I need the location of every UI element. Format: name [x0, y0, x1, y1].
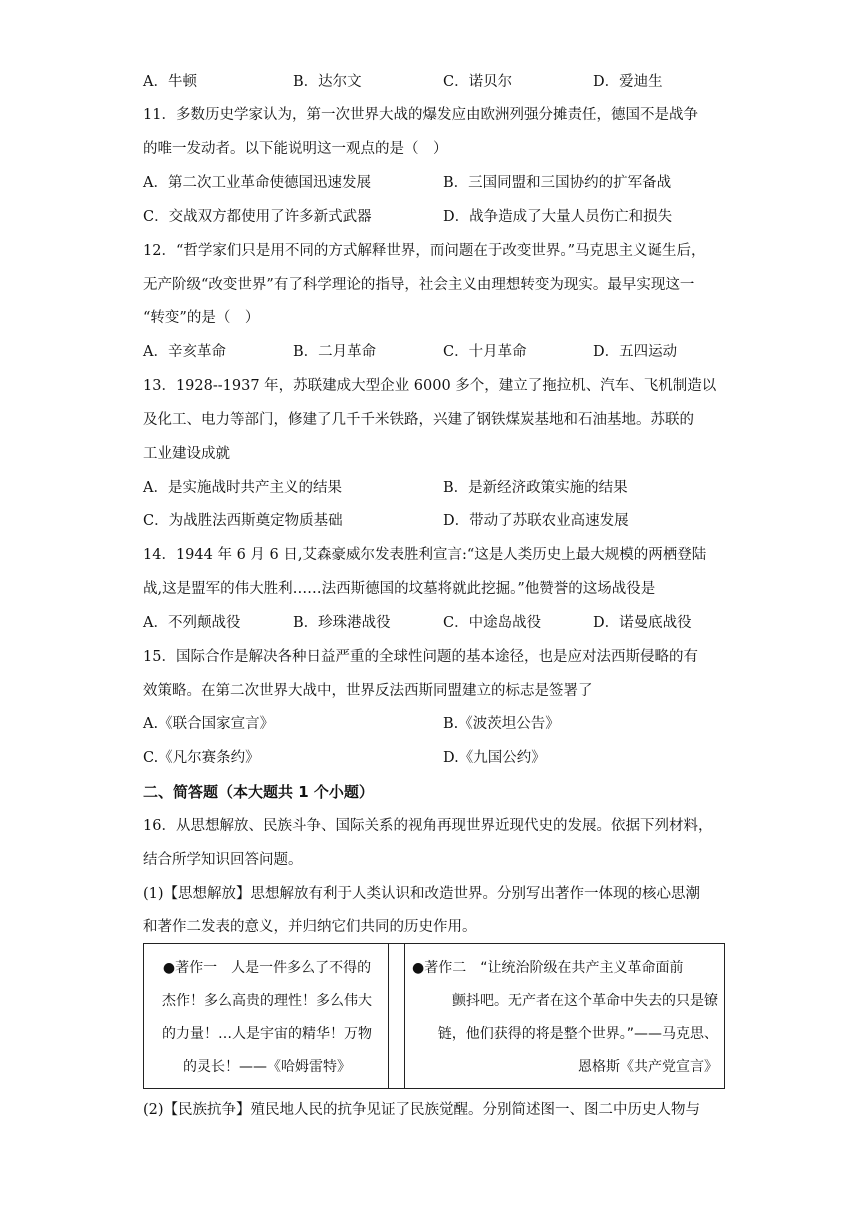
- q14-option-a: A．不列颠战役: [143, 615, 241, 631]
- q12-stem-line: 无产阶级“改变世界”有了科学理论的指导，社会主义由理想转变为现实。最早实现这一: [143, 277, 695, 293]
- q15-stem-line: 效策略。在第二次世界大战中，世界反法西斯同盟建立的标志是签署了: [143, 683, 593, 699]
- q15-stem-line: 15．国际合作是解决各种日益严重的全球性问题的基本途径，也是应对法西斯侵略的有: [143, 649, 698, 665]
- table-divider: [388, 944, 389, 1088]
- work2-line: ●著作二 “让统治阶级在共产主义革命面前: [412, 960, 684, 976]
- q16-part1-line: (1)【思想解放】思想解放有利于人类认识和改造世界。分别写出著作一体现的核心思潮: [143, 886, 701, 902]
- section-heading: 二、简答题（本大题共 1 个小题）: [143, 783, 374, 801]
- q12-option-d: D．五四运动: [593, 344, 678, 360]
- q14-stem-line: 战,这是盟军的伟大胜利……法西斯德国的坟墓将就此挖掘。”他赞誉的这场战役是: [143, 581, 656, 597]
- q15-option-b: B.《波茨坦公告》: [443, 716, 560, 732]
- q14-option-c: C．中途岛战役: [443, 615, 542, 631]
- q16-stem-line: 结合所学知识回答问题。: [143, 852, 303, 868]
- q11-option-b: B．三国同盟和三国协约的扩军备战: [443, 175, 672, 191]
- q16-stem-line: 16．从思想解放、民族斗争、国际关系的视角再现世界近现代史的发展。依据下列材料，: [143, 818, 713, 834]
- q10-option-a: A．牛顿: [143, 74, 197, 90]
- work2-quote: [412, 952, 718, 1084]
- q12-stem-line: “转变”的是（ ）: [143, 310, 260, 326]
- q16-part2-line: (2)【民族抗争】殖民地人民的抗争见证了民族觉醒。分别简述图一、图二中历史人物与: [143, 1102, 701, 1118]
- q13-stem-line: 工业建设成就: [143, 446, 230, 462]
- work1-quote: [152, 952, 382, 1084]
- q12-option-b: B．二月革命: [293, 344, 377, 360]
- q12-option-a: A．辛亥革命: [143, 344, 226, 360]
- q11-option-d: D．战争造成了大量人员伤亡和损失: [443, 209, 673, 225]
- q10-option-c: C．诺贝尔: [443, 74, 513, 90]
- work1-line: ●著作一 人是一件多么了不得的: [162, 960, 372, 976]
- q10-option-b: B．达尔文: [293, 74, 362, 90]
- q13-stem-line: 13．1928--1937 年，苏联建成大型企业 6000 多个，建立了拖拉机、汽车、飞机制造以: [143, 378, 717, 394]
- q15-option-c: C.《凡尔赛条约》: [143, 750, 260, 766]
- q13-option-b: B．是新经济政策实施的结果: [443, 480, 628, 496]
- q12-option-c: C．十月革命: [443, 344, 527, 360]
- q11-option-c: C．交战双方都使用了许多新式武器: [143, 209, 372, 225]
- q11-option-a: A．第二次工业革命使德国迅速发展: [143, 175, 371, 191]
- work2-line: 颤抖吧。无产者在这个革命中失去的只是镣: [452, 993, 718, 1009]
- work1-line: 的力量！…人是宇宙的精华！万物: [162, 1026, 372, 1042]
- q14-stem-line: 14．1944 年 6 月 6 日,艾森豪威尔发表胜利宣言:“这是人类历史上最大规模的两栖登陆: [143, 547, 707, 563]
- material-table: [143, 943, 725, 1089]
- table-divider: [404, 944, 405, 1088]
- work2-line: 恩格斯《共产党宣言》: [578, 1059, 718, 1075]
- q13-option-c: C．为战胜法西斯奠定物质基础: [143, 513, 343, 529]
- q12-stem-line: 12．“哲学家们只是用不同的方式解释世界，而问题在于改变世界。”马克思主义诞生后，: [143, 243, 706, 259]
- q10-option-d: D．爱迪生: [593, 74, 663, 90]
- q11-stem-line: 的唯一发动者。以下能说明这一观点的是（ ）: [143, 141, 448, 157]
- work1-line: 杰作！多么高贵的理性！多么伟大: [162, 993, 372, 1009]
- work2-line: 链，他们获得的将是整个世界。”——马克思、: [437, 1026, 718, 1042]
- q13-option-d: D．带动了苏联农业高速发展: [443, 513, 629, 529]
- q16-part1-line: 和著作二发表的意义，并归纳它们共同的历史作用。: [143, 919, 477, 935]
- q13-option-a: A．是实施战时共产主义的结果: [143, 480, 342, 496]
- q15-option-d: D.《九国公约》: [443, 750, 546, 766]
- q11-stem-line: 11．多数历史学家认为，第一次世界大战的爆发应由欧洲列强分摊责任，德国不是战争: [143, 107, 698, 123]
- q13-stem-line: 及化工、电力等部门，修建了几千千米铁路，兴建了钢铁煤炭基地和石油基地。苏联的: [143, 412, 694, 428]
- work1-line: 的灵长！——《哈姆雷特》: [183, 1059, 351, 1075]
- q14-option-d: D．诺曼底战役: [593, 615, 692, 631]
- q15-option-a: A.《联合国家宣言》: [143, 716, 275, 732]
- q14-option-b: B．珍珠港战役: [293, 615, 391, 631]
